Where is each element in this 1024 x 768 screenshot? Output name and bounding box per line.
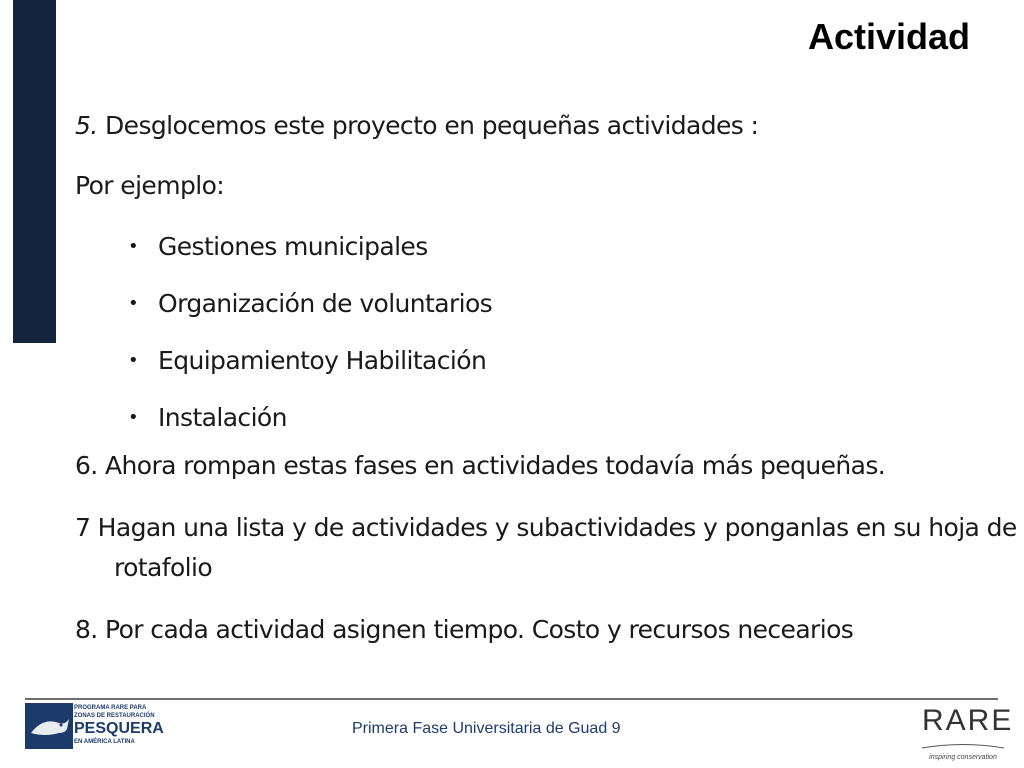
slide-title: Actividad bbox=[807, 16, 970, 57]
program-logo: PROGRAMA RARE PARA ZONAS DE RESTAURACIÓN PESQUERA EN AMÉRICA LATINA bbox=[74, 705, 164, 745]
bullet-icon: • bbox=[128, 293, 139, 314]
list-item: • Gestiones municipales bbox=[75, 218, 995, 275]
bullet-icon: • bbox=[128, 350, 139, 371]
list-item: • Instalación bbox=[75, 389, 995, 446]
step-6: 6. Ahora rompan estas fases en actividades todavía más pequeñas. bbox=[75, 451, 886, 480]
rare-logo: RARE inspiring conservation bbox=[922, 704, 1014, 761]
step-7: 7 Hagan una lista y de actividades y subactividades y ponganlas en su hoja de rotafolio bbox=[75, 513, 1017, 582]
footer-divider bbox=[25, 698, 998, 700]
bullet-icon: • bbox=[128, 407, 139, 428]
bullet-icon: • bbox=[128, 236, 139, 257]
list-item: • Equipamientoy Habilitación bbox=[75, 332, 995, 389]
step-5-number: 5. bbox=[75, 111, 98, 140]
fish-logo-icon bbox=[25, 703, 73, 749]
step-8: 8. Por cada actividad asignen tiempo. Costo y recursos necearios bbox=[75, 615, 854, 644]
list-item: • Organización de voluntarios bbox=[75, 275, 995, 332]
slide-body bbox=[75, 106, 1017, 650]
bullet-list bbox=[75, 218, 995, 446]
example-label: Por ejemplo: bbox=[75, 171, 225, 200]
step-5-text: Desglocemos este proyecto en pequeñas actividades : bbox=[105, 111, 759, 140]
step-5 bbox=[75, 106, 995, 146]
footer-caption: Primera Fase Universitaria de Guad 9 bbox=[352, 720, 621, 737]
sidebar-accent bbox=[13, 0, 56, 343]
